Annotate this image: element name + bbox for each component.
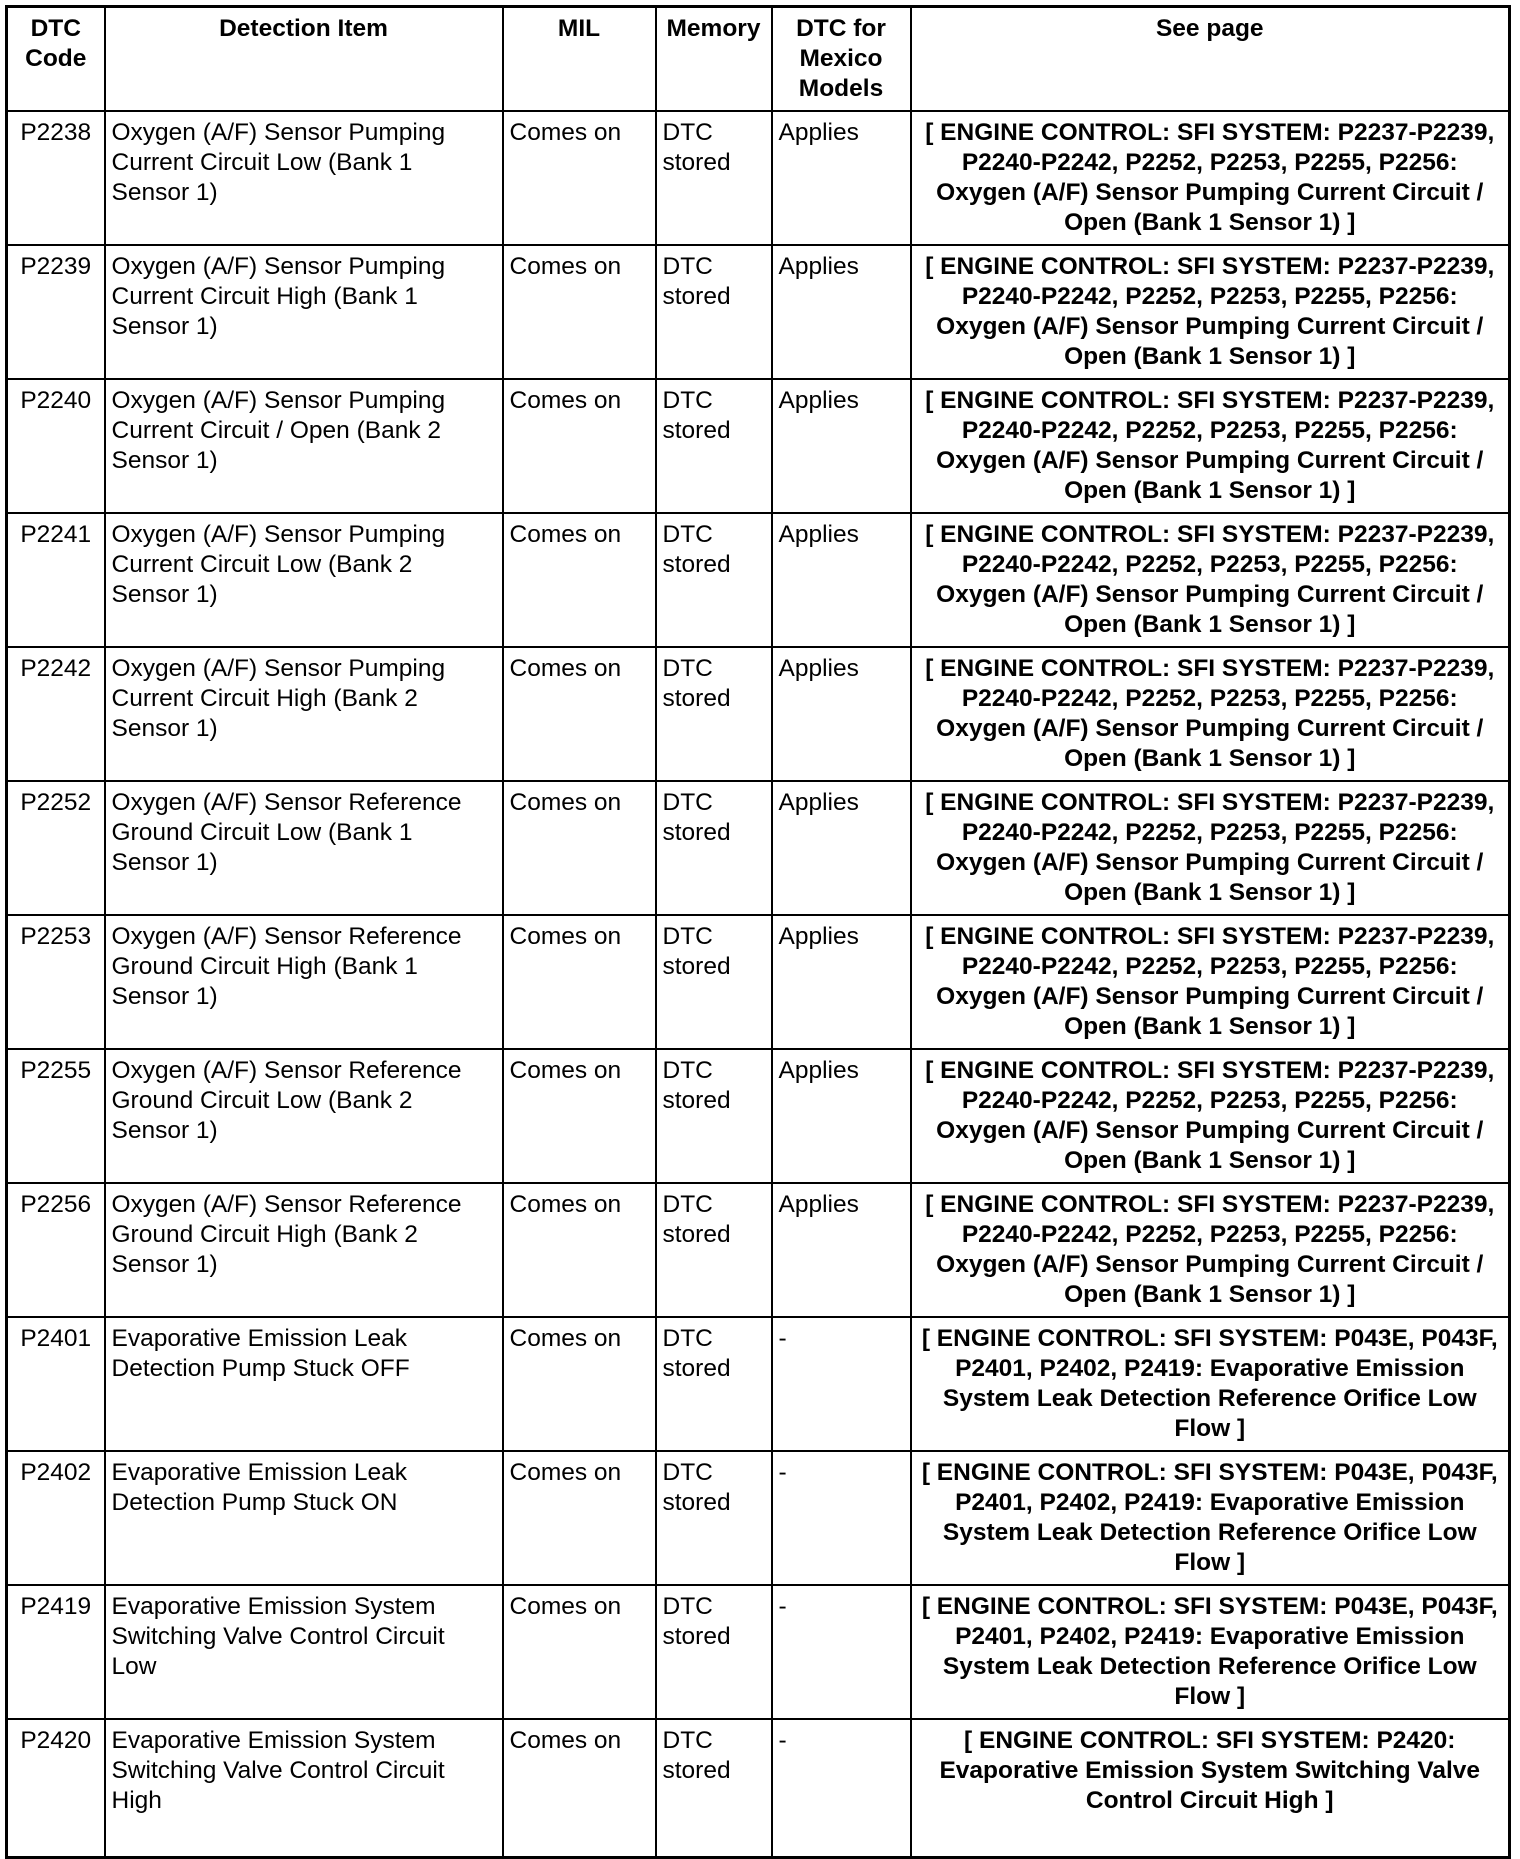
detection-item-cell: Oxygen (A/F) Sensor Pumping Current Circuit Low (Bank 2 Sensor 1) xyxy=(105,513,503,647)
detection-item-cell: Evaporative Emission Leak Detection Pump Stuck OFF xyxy=(105,1317,503,1451)
see-page-link[interactable]: [ ENGINE CONTROL: SFI SYSTEM: P2237-P2239, P2240-P2242, P2252, P2253, P2255, P2256: Oxygen (A/F) Sensor Pumping Current Circuit / Open (Bank 1 Sensor 1) ] xyxy=(911,513,1510,647)
detection-item-cell: Evaporative Emission System Switching Valve Control Circuit High xyxy=(105,1719,503,1858)
see-page-link[interactable]: [ ENGINE CONTROL: SFI SYSTEM: P043E, P043F, P2401, P2402, P2419: Evaporative Emission System Leak Detection Reference Orifice Low Flow ] xyxy=(911,1451,1510,1585)
mexico-models-cell: Applies xyxy=(772,111,911,245)
detection-item-cell: Oxygen (A/F) Sensor Reference Ground Circuit Low (Bank 2 Sensor 1) xyxy=(105,1049,503,1183)
mil-cell: Comes on xyxy=(503,647,656,781)
see-page-link[interactable]: [ ENGINE CONTROL: SFI SYSTEM: P2237-P2239, P2240-P2242, P2252, P2253, P2255, P2256: Oxygen (A/F) Sensor Pumping Current Circuit / Open (Bank 1 Sensor 1) ] xyxy=(911,379,1510,513)
table-row xyxy=(7,1451,1510,1585)
dtc-code-cell: P2239 xyxy=(7,245,105,379)
table-row xyxy=(7,647,1510,781)
table-row xyxy=(7,915,1510,1049)
dtc-code-cell: P2255 xyxy=(7,1049,105,1183)
dtc-code-cell: P2401 xyxy=(7,1317,105,1451)
header-see-page: See page xyxy=(911,7,1510,112)
header-row xyxy=(7,7,1510,112)
mil-cell: Comes on xyxy=(503,513,656,647)
mil-cell: Comes on xyxy=(503,1451,656,1585)
header-detection-item: Detection Item xyxy=(105,7,503,112)
detection-item-cell: Oxygen (A/F) Sensor Pumping Current Circuit Low (Bank 1 Sensor 1) xyxy=(105,111,503,245)
detection-item-cell: Oxygen (A/F) Sensor Pumping Current Circuit High (Bank 1 Sensor 1) xyxy=(105,245,503,379)
dtc-code-cell: P2241 xyxy=(7,513,105,647)
mexico-models-cell: - xyxy=(772,1451,911,1585)
detection-item-cell: Oxygen (A/F) Sensor Reference Ground Circuit High (Bank 1 Sensor 1) xyxy=(105,915,503,1049)
dtc-code-cell: P2242 xyxy=(7,647,105,781)
dtc-code-cell: P2252 xyxy=(7,781,105,915)
dtc-table-wrapper xyxy=(5,5,1511,1859)
dtc-code-cell: P2419 xyxy=(7,1585,105,1719)
header-memory: Memory xyxy=(656,7,772,112)
header-mexico-models: DTC for Mexico Models xyxy=(772,7,911,112)
memory-cell: DTC stored xyxy=(656,647,772,781)
see-page-link[interactable]: [ ENGINE CONTROL: SFI SYSTEM: P2420: Evaporative Emission System Switching Valve Control Circuit High ] xyxy=(911,1719,1510,1858)
dtc-code-cell: P2402 xyxy=(7,1451,105,1585)
memory-cell: DTC stored xyxy=(656,781,772,915)
memory-cell: DTC stored xyxy=(656,379,772,513)
dtc-code-cell: P2253 xyxy=(7,915,105,1049)
memory-cell: DTC stored xyxy=(656,1451,772,1585)
table-row xyxy=(7,111,1510,245)
mexico-models-cell: Applies xyxy=(772,1183,911,1317)
mexico-models-cell: Applies xyxy=(772,379,911,513)
mexico-models-cell: Applies xyxy=(772,245,911,379)
mil-cell: Comes on xyxy=(503,1317,656,1451)
mil-cell: Comes on xyxy=(503,915,656,1049)
mil-cell: Comes on xyxy=(503,1585,656,1719)
memory-cell: DTC stored xyxy=(656,1585,772,1719)
mexico-models-cell: - xyxy=(772,1317,911,1451)
table-row xyxy=(7,513,1510,647)
memory-cell: DTC stored xyxy=(656,1719,772,1858)
dtc-code-cell: P2420 xyxy=(7,1719,105,1858)
memory-cell: DTC stored xyxy=(656,1317,772,1451)
table-row xyxy=(7,245,1510,379)
mexico-models-cell: Applies xyxy=(772,647,911,781)
mil-cell: Comes on xyxy=(503,781,656,915)
see-page-link[interactable]: [ ENGINE CONTROL: SFI SYSTEM: P2237-P2239, P2240-P2242, P2252, P2253, P2255, P2256: Oxygen (A/F) Sensor Pumping Current Circuit / Open (Bank 1 Sensor 1) ] xyxy=(911,111,1510,245)
mexico-models-cell: - xyxy=(772,1719,911,1858)
detection-item-cell: Evaporative Emission System Switching Valve Control Circuit Low xyxy=(105,1585,503,1719)
dtc-code-cell: P2240 xyxy=(7,379,105,513)
memory-cell: DTC stored xyxy=(656,1183,772,1317)
memory-cell: DTC stored xyxy=(656,915,772,1049)
see-page-link[interactable]: [ ENGINE CONTROL: SFI SYSTEM: P043E, P043F, P2401, P2402, P2419: Evaporative Emission System Leak Detection Reference Orifice Low Flow ] xyxy=(911,1585,1510,1719)
table-row xyxy=(7,1049,1510,1183)
mexico-models-cell: Applies xyxy=(772,781,911,915)
see-page-link[interactable]: [ ENGINE CONTROL: SFI SYSTEM: P2237-P2239, P2240-P2242, P2252, P2253, P2255, P2256: Oxygen (A/F) Sensor Pumping Current Circuit / Open (Bank 1 Sensor 1) ] xyxy=(911,1049,1510,1183)
dtc-table xyxy=(5,5,1511,1859)
see-page-link[interactable]: [ ENGINE CONTROL: SFI SYSTEM: P2237-P2239, P2240-P2242, P2252, P2253, P2255, P2256: Oxygen (A/F) Sensor Pumping Current Circuit / Open (Bank 1 Sensor 1) ] xyxy=(911,245,1510,379)
table-row xyxy=(7,781,1510,915)
memory-cell: DTC stored xyxy=(656,245,772,379)
detection-item-cell: Oxygen (A/F) Sensor Pumping Current Circuit High (Bank 2 Sensor 1) xyxy=(105,647,503,781)
header-dtc-code: DTC Code xyxy=(7,7,105,112)
mil-cell: Comes on xyxy=(503,1719,656,1858)
see-page-link[interactable]: [ ENGINE CONTROL: SFI SYSTEM: P2237-P2239, P2240-P2242, P2252, P2253, P2255, P2256: Oxygen (A/F) Sensor Pumping Current Circuit / Open (Bank 1 Sensor 1) ] xyxy=(911,781,1510,915)
mil-cell: Comes on xyxy=(503,111,656,245)
mexico-models-cell: - xyxy=(772,1585,911,1719)
mexico-models-cell: Applies xyxy=(772,513,911,647)
detection-item-cell: Oxygen (A/F) Sensor Reference Ground Circuit Low (Bank 1 Sensor 1) xyxy=(105,781,503,915)
see-page-link[interactable]: [ ENGINE CONTROL: SFI SYSTEM: P043E, P043F, P2401, P2402, P2419: Evaporative Emission System Leak Detection Reference Orifice Low Flow ] xyxy=(911,1317,1510,1451)
detection-item-cell: Oxygen (A/F) Sensor Pumping Current Circuit / Open (Bank 2 Sensor 1) xyxy=(105,379,503,513)
memory-cell: DTC stored xyxy=(656,111,772,245)
header-mil: MIL xyxy=(503,7,656,112)
mil-cell: Comes on xyxy=(503,245,656,379)
table-row xyxy=(7,379,1510,513)
memory-cell: DTC stored xyxy=(656,1049,772,1183)
mil-cell: Comes on xyxy=(503,379,656,513)
memory-cell: DTC stored xyxy=(656,513,772,647)
detection-item-cell: Evaporative Emission Leak Detection Pump Stuck ON xyxy=(105,1451,503,1585)
table-row xyxy=(7,1585,1510,1719)
table-row xyxy=(7,1183,1510,1317)
table-row xyxy=(7,1317,1510,1451)
mexico-models-cell: Applies xyxy=(772,915,911,1049)
mexico-models-cell: Applies xyxy=(772,1049,911,1183)
see-page-link[interactable]: [ ENGINE CONTROL: SFI SYSTEM: P2237-P2239, P2240-P2242, P2252, P2253, P2255, P2256: Oxygen (A/F) Sensor Pumping Current Circuit / Open (Bank 1 Sensor 1) ] xyxy=(911,1183,1510,1317)
table-row xyxy=(7,1719,1510,1858)
detection-item-cell: Oxygen (A/F) Sensor Reference Ground Circuit High (Bank 2 Sensor 1) xyxy=(105,1183,503,1317)
see-page-link[interactable]: [ ENGINE CONTROL: SFI SYSTEM: P2237-P2239, P2240-P2242, P2252, P2253, P2255, P2256: Oxygen (A/F) Sensor Pumping Current Circuit / Open (Bank 1 Sensor 1) ] xyxy=(911,647,1510,781)
dtc-code-cell: P2256 xyxy=(7,1183,105,1317)
see-page-link[interactable]: [ ENGINE CONTROL: SFI SYSTEM: P2237-P2239, P2240-P2242, P2252, P2253, P2255, P2256: Oxygen (A/F) Sensor Pumping Current Circuit / Open (Bank 1 Sensor 1) ] xyxy=(911,915,1510,1049)
table-body xyxy=(7,111,1510,1858)
mil-cell: Comes on xyxy=(503,1049,656,1183)
mil-cell: Comes on xyxy=(503,1183,656,1317)
dtc-code-cell: P2238 xyxy=(7,111,105,245)
